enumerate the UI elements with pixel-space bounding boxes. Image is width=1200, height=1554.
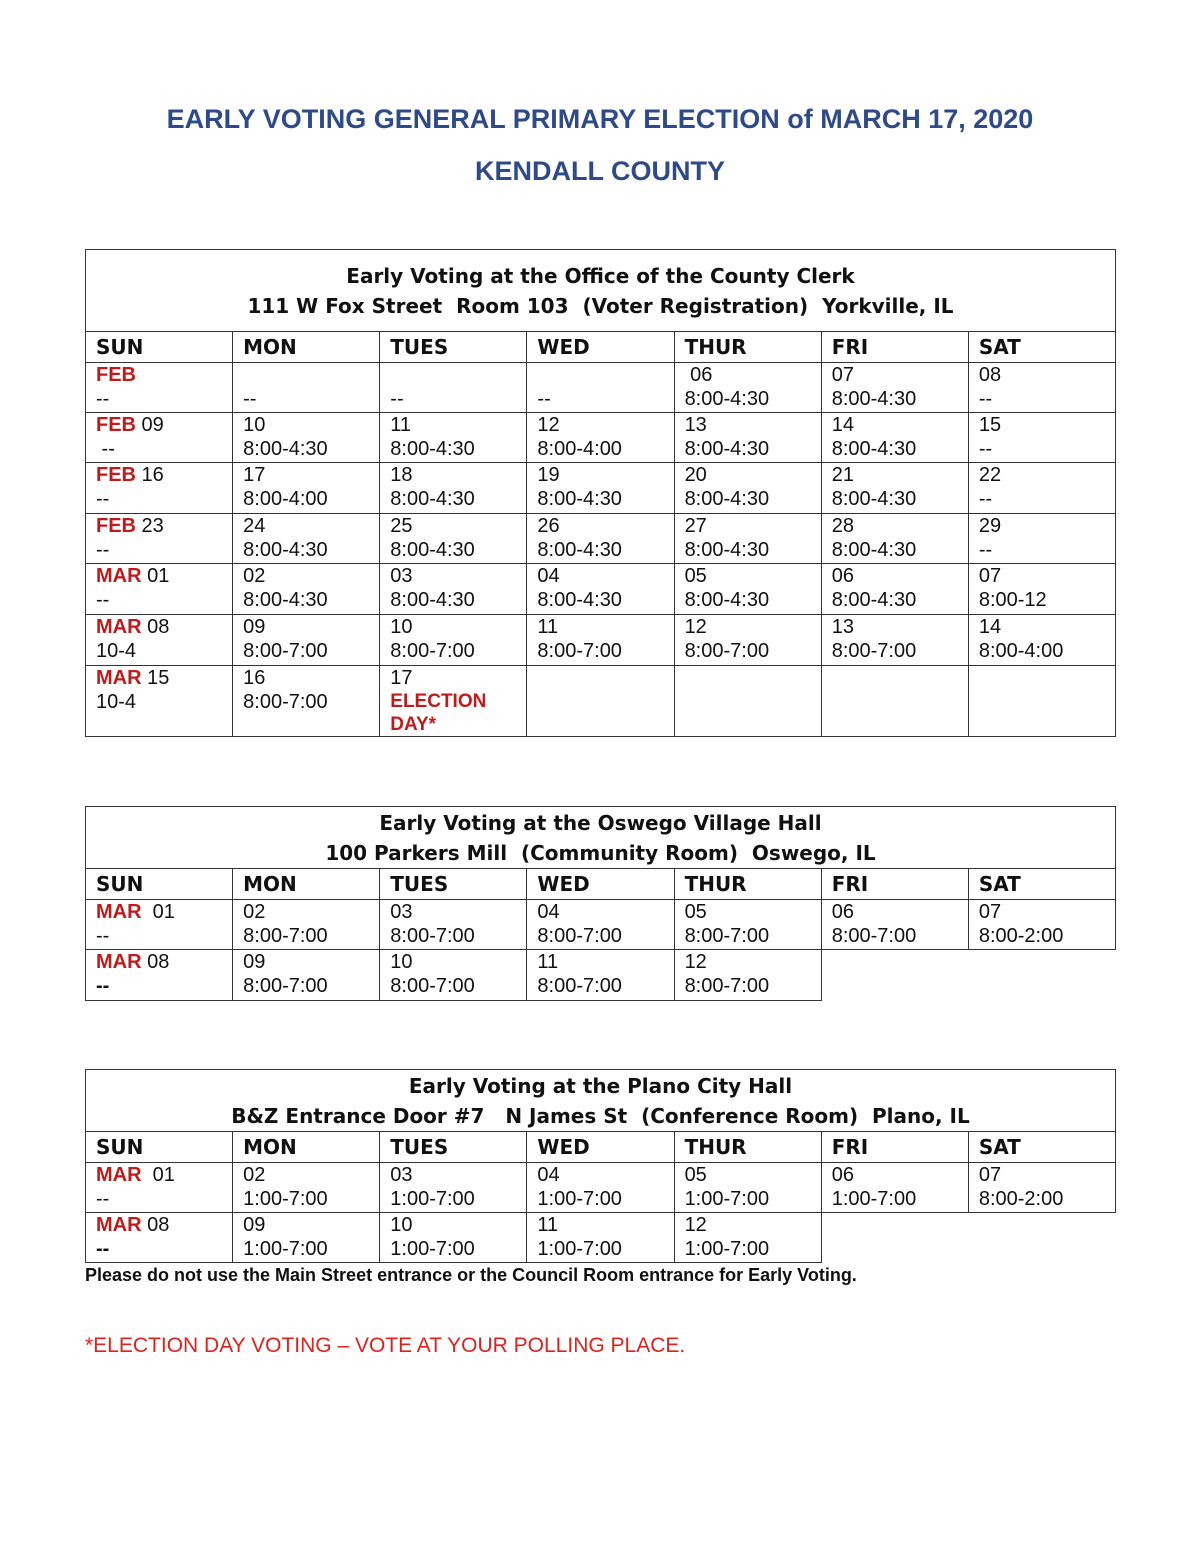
- month-label: MAR: [96, 901, 142, 923]
- hours: 8:00-4:30: [537, 589, 622, 611]
- empty-cell: [674, 666, 821, 737]
- day-number: 07: [978, 565, 1002, 587]
- day-cell: [233, 666, 380, 737]
- day-cell: [968, 564, 1115, 615]
- day-number: 07: [831, 364, 854, 386]
- hours: 10-4: [96, 640, 137, 662]
- day-number: 06: [684, 364, 713, 386]
- hours: --: [96, 488, 110, 510]
- plano-address: B&Z Entrance Door #7 N James St (Conference Room) Plano, IL: [231, 1103, 970, 1128]
- day-cell: [821, 615, 968, 666]
- day-number: 02: [243, 565, 266, 587]
- plano-table-header: [86, 1070, 1116, 1132]
- day-number: 05: [684, 1164, 707, 1186]
- day-header: FRI: [821, 332, 968, 363]
- hours: 1:00-7:00: [243, 1238, 328, 1260]
- day-number: 28: [831, 515, 854, 537]
- day-cell: [674, 413, 821, 463]
- day-header: FRI: [821, 869, 968, 900]
- clerk-day-header-row: [86, 332, 1116, 363]
- day-cell: [380, 413, 527, 463]
- day-header: WED: [527, 332, 674, 363]
- hours: 8:00-4:30: [831, 488, 917, 510]
- day-cell: [527, 615, 674, 666]
- day-header: THUR: [674, 869, 821, 900]
- empty-cell: [821, 666, 968, 737]
- hours: --: [96, 539, 110, 561]
- day-number: 22: [978, 464, 1002, 486]
- month-label: MAR: [96, 1164, 142, 1186]
- oswego-heading: Early Voting at the Oswego Village Hall: [379, 810, 822, 835]
- day-header: MON: [233, 869, 380, 900]
- hours: 8:00-7:00: [537, 975, 622, 997]
- day-header: SUN: [86, 332, 233, 363]
- plano-schedule-table: [85, 1069, 1116, 1263]
- month-label: MAR: [96, 1214, 142, 1236]
- hours: --: [96, 388, 110, 410]
- day-number: 01: [141, 1164, 175, 1186]
- empty-cell: [968, 666, 1115, 737]
- hours: 8:00-4:30: [390, 488, 475, 510]
- hours: 8:00-4:30: [390, 589, 475, 611]
- month-label: MAR: [96, 565, 142, 587]
- day-number: 13: [831, 616, 854, 638]
- day-cell: [233, 564, 380, 615]
- hours: --: [390, 388, 404, 410]
- day-number: 21: [831, 464, 854, 486]
- hours: 8:00-4:00: [243, 488, 328, 510]
- table-row: [86, 564, 1116, 615]
- page-title: EARLY VOTING GENERAL PRIMARY ELECTION of MARCH 17, 2020: [166, 104, 1034, 134]
- day-number: 19: [537, 464, 560, 486]
- day-number: 01: [141, 565, 170, 587]
- day-number: 05: [684, 565, 707, 587]
- hours: 8:00-7:00: [831, 925, 917, 947]
- hours: 8:00-7:00: [831, 640, 917, 662]
- day-number: 03: [390, 1164, 413, 1186]
- day-number: [390, 363, 526, 387]
- day-number: 23: [136, 515, 164, 537]
- day-cell: [821, 363, 968, 413]
- sunday-cell: [86, 615, 233, 666]
- hours: 8:00-7:00: [684, 975, 770, 997]
- day-cell: [380, 1163, 527, 1213]
- hours: 1:00-7:00: [537, 1238, 622, 1260]
- day-cell: [527, 950, 674, 1001]
- day-header: THUR: [674, 1132, 821, 1163]
- hours: --: [978, 488, 993, 510]
- day-number: 11: [537, 951, 559, 973]
- oswego-day-header-row: [86, 869, 1116, 900]
- day-number: 11: [537, 1214, 559, 1236]
- hours: 8:00-4:30: [243, 589, 328, 611]
- day-cell: [968, 463, 1115, 514]
- election-day-label-2: DAY*: [390, 714, 437, 735]
- day-cell: [380, 363, 527, 413]
- hours: 8:00-7:00: [243, 691, 328, 713]
- day-cell: [527, 1163, 674, 1213]
- day-number: 16: [136, 464, 164, 486]
- day-cell: [674, 900, 821, 950]
- day-number: [537, 363, 673, 387]
- hours: 8:00-4:00: [978, 640, 1064, 662]
- hours: 8:00-4:30: [831, 539, 917, 561]
- day-cell: [380, 615, 527, 666]
- table-row: [86, 514, 1116, 564]
- sunday-cell: [86, 463, 233, 514]
- sunday-cell: [86, 666, 233, 737]
- sunday-cell: [86, 363, 233, 413]
- table-row: [86, 900, 1116, 950]
- hours: --: [243, 388, 257, 410]
- day-number: 16: [243, 667, 266, 689]
- day-number: 12: [684, 951, 707, 973]
- sunday-cell: [86, 564, 233, 615]
- day-number: 01: [141, 901, 175, 923]
- day-number: 11: [390, 414, 412, 436]
- day-cell: [821, 463, 968, 514]
- hours: 8:00-7:00: [243, 925, 328, 947]
- hours: 1:00-7:00: [684, 1238, 770, 1260]
- table-row: [86, 413, 1116, 463]
- hours: --: [96, 438, 115, 460]
- month-label: FEB: [96, 364, 136, 386]
- hours: 8:00-7:00: [684, 640, 770, 662]
- month-label: FEB: [96, 464, 136, 486]
- day-cell: [527, 1213, 674, 1263]
- month-label: FEB: [96, 414, 136, 436]
- hours: 8:00-4:30: [684, 539, 770, 561]
- day-number: 14: [831, 414, 854, 436]
- hours: 1:00-7:00: [390, 1238, 475, 1260]
- month-label: FEB: [96, 515, 136, 537]
- hours: 8:00-4:30: [684, 438, 770, 460]
- day-number: 08: [141, 1214, 170, 1236]
- day-number: 03: [390, 565, 413, 587]
- day-cell: [968, 900, 1115, 950]
- hours: 8:00-7:00: [243, 640, 328, 662]
- day-cell: [527, 413, 674, 463]
- day-number: 26: [537, 515, 560, 537]
- day-number: 08: [978, 364, 1002, 386]
- day-cell: [233, 363, 380, 413]
- hours: 8:00-7:00: [537, 640, 622, 662]
- hours: 1:00-7:00: [390, 1188, 475, 1210]
- day-cell: [821, 413, 968, 463]
- table-row: [86, 950, 1116, 1001]
- day-number: 10: [243, 414, 266, 436]
- hours: 8:00-4:30: [537, 488, 622, 510]
- day-number: 25: [390, 515, 413, 537]
- day-cell: [380, 514, 527, 564]
- day-cell: [968, 363, 1115, 413]
- hours: 8:00-4:30: [390, 539, 475, 561]
- hours: 8:00-4:30: [684, 488, 770, 510]
- day-cell: [233, 900, 380, 950]
- day-cell: [674, 564, 821, 615]
- hours: --: [978, 388, 993, 410]
- oswego-schedule-table: [85, 806, 1116, 1001]
- oswego-table-header: [86, 807, 1116, 869]
- day-number: 27: [684, 515, 707, 537]
- sunday-cell: [86, 514, 233, 564]
- hours: 8:00-2:00: [978, 1188, 1064, 1210]
- day-header: SUN: [86, 869, 233, 900]
- day-header: THUR: [674, 332, 821, 363]
- table-row: [86, 1213, 1116, 1263]
- hours: 8:00-4:30: [831, 438, 917, 460]
- day-cell: [527, 564, 674, 615]
- clerk-table-header: [86, 250, 1116, 332]
- clerk-address: 111 W Fox Street Room 103 (Voter Registration) Yorkville, IL: [247, 293, 954, 318]
- day-header: TUES: [380, 1132, 527, 1163]
- empty-cell: [527, 666, 674, 737]
- day-cell: [233, 463, 380, 514]
- election-day-cell: [380, 666, 527, 737]
- day-number: 20: [684, 464, 707, 486]
- day-header: SAT: [968, 869, 1115, 900]
- day-cell: [380, 900, 527, 950]
- table-row: [86, 666, 1116, 737]
- hours: --: [96, 975, 110, 997]
- day-header: SUN: [86, 1132, 233, 1163]
- day-cell: [233, 1163, 380, 1213]
- hours: 10-4: [96, 691, 137, 713]
- day-number: 29: [978, 515, 1002, 537]
- oswego-address: 100 Parkers Mill (Community Room) Oswego, IL: [325, 840, 876, 865]
- hours: 8:00-2:00: [978, 925, 1064, 947]
- hours: 8:00-4:30: [243, 438, 328, 460]
- day-header: MON: [233, 332, 380, 363]
- hours: 1:00-7:00: [243, 1188, 328, 1210]
- month-label: MAR: [96, 616, 142, 638]
- hours: 8:00-4:00: [537, 438, 622, 460]
- day-header: SAT: [968, 332, 1115, 363]
- day-number: 06: [831, 1164, 854, 1186]
- day-number: 10: [390, 616, 413, 638]
- day-number: 07: [978, 1164, 1002, 1186]
- day-number: 06: [831, 901, 854, 923]
- day-header: FRI: [821, 1132, 968, 1163]
- hours: --: [978, 438, 993, 460]
- day-cell: [968, 514, 1115, 564]
- day-number: 17: [390, 667, 413, 689]
- day-number: 24: [243, 515, 266, 537]
- day-number: 14: [978, 616, 1002, 638]
- day-cell: [968, 615, 1115, 666]
- plano-entrance-note: Please do not use the Main Street entrance or the Council Room entrance for Early Voting.: [85, 1265, 857, 1285]
- day-number: 07: [978, 901, 1002, 923]
- hours: 8:00-4:30: [537, 539, 622, 561]
- sunday-cell: [86, 950, 233, 1001]
- day-cell: [233, 413, 380, 463]
- sunday-cell: [86, 1213, 233, 1263]
- day-number: 04: [537, 565, 560, 587]
- day-cell: [674, 1163, 821, 1213]
- hours: --: [96, 589, 110, 611]
- hours: 8:00-4:30: [243, 539, 328, 561]
- day-number: 08: [141, 616, 170, 638]
- day-header: MON: [233, 1132, 380, 1163]
- table-row: [86, 615, 1116, 666]
- day-number: 11: [537, 616, 559, 638]
- day-cell: [821, 514, 968, 564]
- plano-day-header-row: [86, 1132, 1116, 1163]
- table-row: [86, 463, 1116, 514]
- day-cell: [821, 1163, 968, 1213]
- hours: 8:00-7:00: [390, 925, 475, 947]
- day-cell: [380, 564, 527, 615]
- hours: 8:00-4:30: [831, 388, 917, 410]
- table-row: [86, 363, 1116, 413]
- hours: --: [978, 539, 993, 561]
- day-cell: [674, 463, 821, 514]
- election-day-label: ELECTION: [390, 691, 487, 712]
- day-number: 12: [684, 1214, 707, 1236]
- hours: 8:00-7:00: [684, 925, 770, 947]
- day-header: TUES: [380, 332, 527, 363]
- day-cell: [233, 1213, 380, 1263]
- day-number: 13: [684, 414, 707, 436]
- hours: --: [96, 1238, 110, 1260]
- day-cell: [527, 363, 674, 413]
- hours: 8:00-4:30: [684, 388, 770, 410]
- hours: --: [96, 1188, 110, 1210]
- clerk-schedule-table: [85, 249, 1116, 737]
- hours: 8:00-12: [978, 589, 1047, 611]
- hours: --: [96, 925, 110, 947]
- day-cell: [968, 413, 1115, 463]
- day-cell: [674, 1213, 821, 1263]
- day-number: 09: [243, 1214, 266, 1236]
- day-number: 18: [390, 464, 413, 486]
- day-cell: [674, 363, 821, 413]
- hours: 8:00-7:00: [390, 640, 475, 662]
- hours: 8:00-7:00: [390, 975, 475, 997]
- day-cell: [380, 463, 527, 514]
- sunday-cell: [86, 900, 233, 950]
- hours: 8:00-4:30: [684, 589, 770, 611]
- plano-heading: Early Voting at the Plano City Hall: [408, 1073, 793, 1098]
- day-cell: [821, 564, 968, 615]
- day-number: 15: [978, 414, 1002, 436]
- hours: 1:00-7:00: [831, 1188, 917, 1210]
- hours: 1:00-7:00: [684, 1188, 770, 1210]
- day-number: 12: [684, 616, 707, 638]
- day-cell: [233, 514, 380, 564]
- day-number: 04: [537, 1164, 560, 1186]
- day-cell: [233, 950, 380, 1001]
- day-number: 08: [141, 951, 170, 973]
- hours: 8:00-4:30: [831, 589, 917, 611]
- day-number: 09: [136, 414, 164, 436]
- day-number: 09: [243, 616, 266, 638]
- day-number: 17: [243, 464, 266, 486]
- day-number: 15: [141, 667, 170, 689]
- day-number: 02: [243, 901, 266, 923]
- day-cell: [821, 900, 968, 950]
- day-cell: [233, 615, 380, 666]
- day-number: 10: [390, 1214, 413, 1236]
- day-cell: [527, 514, 674, 564]
- empty-cell: [821, 950, 1115, 1001]
- day-header: TUES: [380, 869, 527, 900]
- month-label: MAR: [96, 951, 142, 973]
- day-cell: [380, 1213, 527, 1263]
- day-cell: [527, 463, 674, 514]
- day-header: SAT: [968, 1132, 1115, 1163]
- day-header: WED: [527, 1132, 674, 1163]
- table-row: [86, 1163, 1116, 1213]
- hours: 8:00-7:00: [243, 975, 328, 997]
- day-number: 05: [684, 901, 707, 923]
- page-subtitle: KENDALL COUNTY: [474, 156, 725, 186]
- election-day-footnote: *ELECTION DAY VOTING – VOTE AT YOUR POLLING PLACE.: [85, 1334, 686, 1357]
- hours: 8:00-7:00: [537, 925, 622, 947]
- day-cell: [674, 514, 821, 564]
- day-number: 12: [537, 414, 560, 436]
- day-cell: [380, 950, 527, 1001]
- day-number: [243, 363, 379, 387]
- sunday-cell: [86, 413, 233, 463]
- day-number: 10: [390, 951, 413, 973]
- day-number: 09: [243, 951, 266, 973]
- day-cell: [968, 1163, 1115, 1213]
- sunday-cell: [86, 1163, 233, 1213]
- day-cell: [674, 950, 821, 1001]
- month-label: MAR: [96, 667, 142, 689]
- hours: 1:00-7:00: [537, 1188, 622, 1210]
- empty-cell: [821, 1213, 1115, 1263]
- day-number: 02: [243, 1164, 266, 1186]
- day-header: WED: [527, 869, 674, 900]
- day-cell: [527, 900, 674, 950]
- day-cell: [674, 615, 821, 666]
- day-number: 06: [831, 565, 854, 587]
- hours: 8:00-4:30: [390, 438, 475, 460]
- day-number: 03: [390, 901, 413, 923]
- hours: --: [537, 388, 551, 410]
- clerk-heading: Early Voting at the Office of the County Clerk: [346, 263, 855, 288]
- day-number: 04: [537, 901, 560, 923]
